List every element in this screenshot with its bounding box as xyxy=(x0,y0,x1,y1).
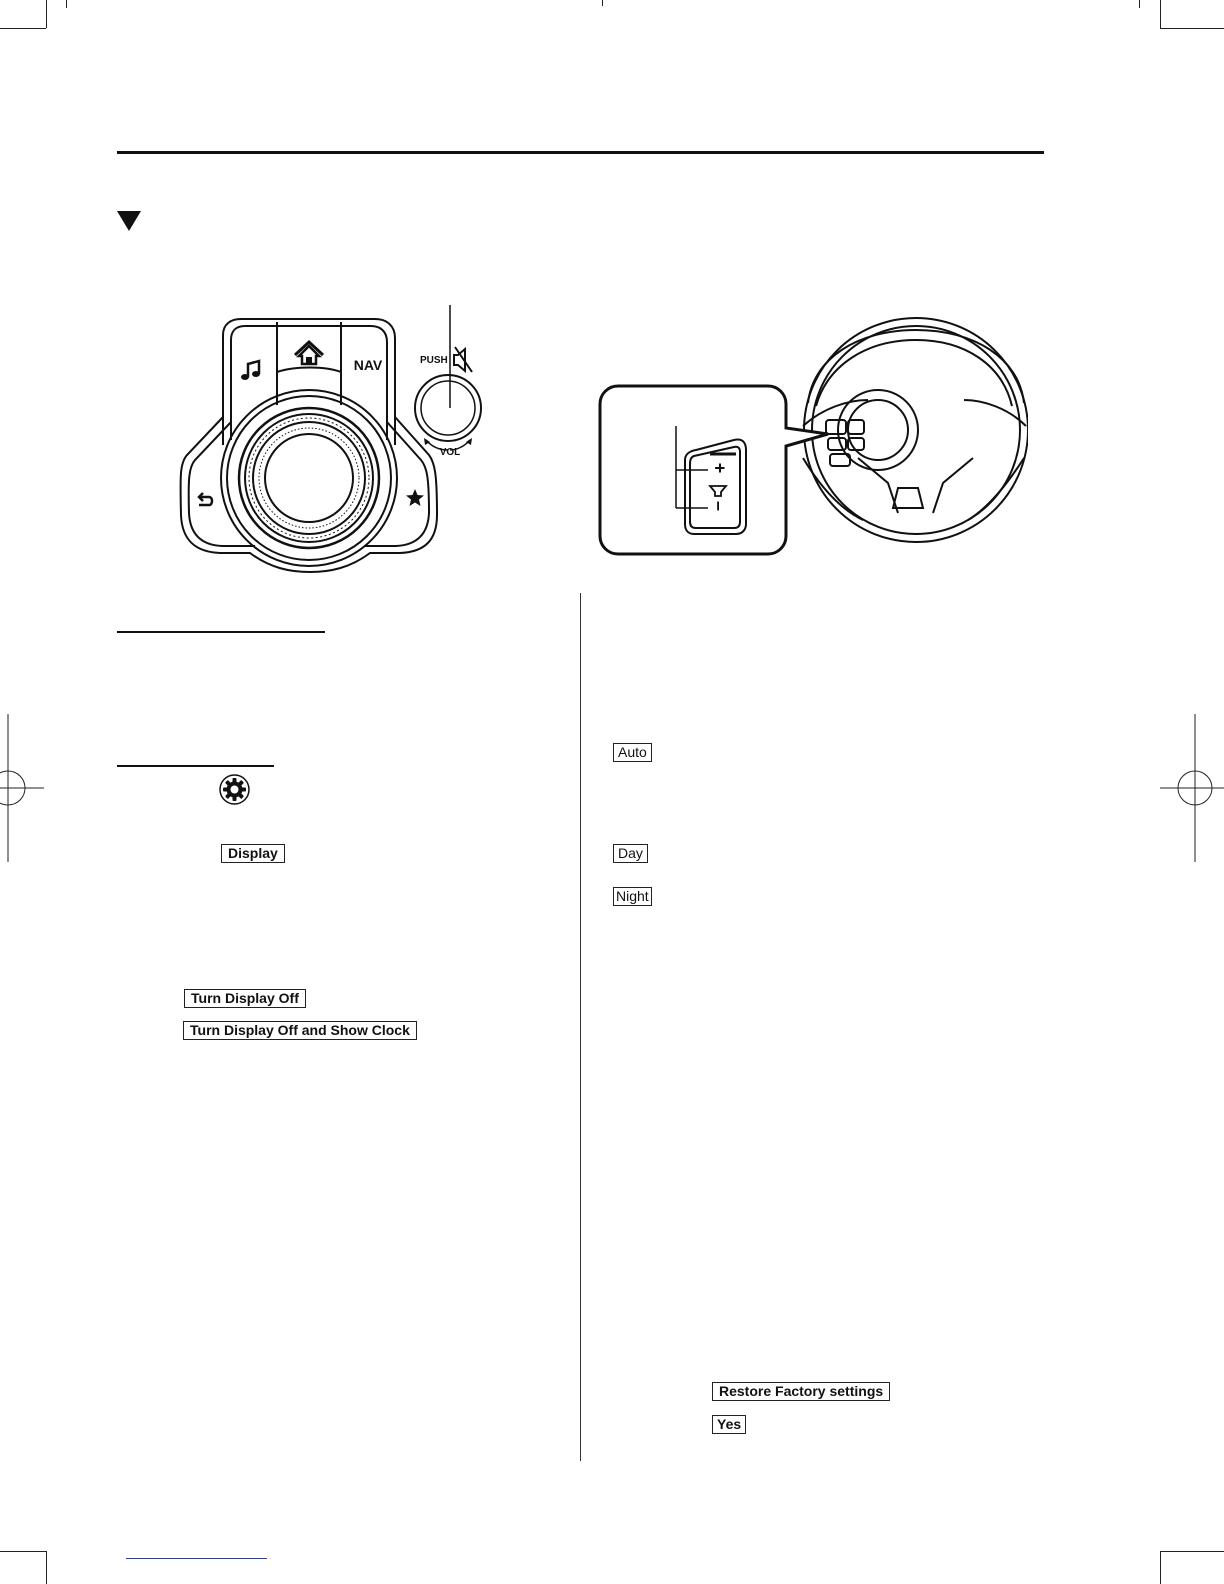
nav-label: NAV xyxy=(353,357,383,373)
night-option[interactable]: Night xyxy=(613,887,652,906)
crop-mark xyxy=(1160,0,1161,28)
crop-mark xyxy=(1160,1551,1161,1584)
turn-display-off-button[interactable]: Turn Display Off xyxy=(184,989,306,1008)
star-icon xyxy=(406,489,424,506)
crop-mark xyxy=(602,0,603,6)
restore-factory-settings-button[interactable]: Restore Factory settings xyxy=(712,1382,890,1401)
crop-mark xyxy=(46,0,47,28)
vol-label: VOL xyxy=(439,447,461,458)
music-note-icon xyxy=(241,361,260,380)
section-heading-underline xyxy=(117,631,325,633)
volume-knob-diagram xyxy=(410,300,500,465)
crop-mark xyxy=(0,1551,46,1552)
column-divider xyxy=(580,593,581,1461)
crop-mark xyxy=(1160,28,1224,29)
crop-mark xyxy=(0,28,46,29)
volume-minus-label: – xyxy=(707,500,727,512)
day-option[interactable]: Day xyxy=(613,844,648,863)
registration-target-left xyxy=(0,714,46,862)
auto-option[interactable]: Auto xyxy=(613,743,652,762)
gear-icon xyxy=(219,774,250,805)
home-icon xyxy=(295,342,323,364)
crop-mark xyxy=(66,0,67,8)
turn-display-off-show-clock-button[interactable]: Turn Display Off and Show Clock xyxy=(183,1021,417,1040)
display-button[interactable]: Display xyxy=(221,844,285,863)
crop-mark xyxy=(46,1551,47,1584)
back-arrow-icon xyxy=(199,493,212,505)
section-heading-underline xyxy=(117,765,274,767)
footer-link-underline xyxy=(126,1558,267,1559)
yes-button[interactable]: Yes xyxy=(712,1415,746,1434)
volume-plus-label: + xyxy=(710,462,730,474)
crop-mark xyxy=(1139,0,1140,8)
crop-mark xyxy=(1160,1551,1224,1552)
header-rule xyxy=(117,151,1044,154)
push-label: PUSH xyxy=(420,355,448,366)
steering-wheel-diagram xyxy=(598,308,1028,558)
registration-target-right xyxy=(1158,714,1224,862)
speaker-mute-icon xyxy=(454,347,472,372)
section-marker-triangle xyxy=(117,211,141,231)
